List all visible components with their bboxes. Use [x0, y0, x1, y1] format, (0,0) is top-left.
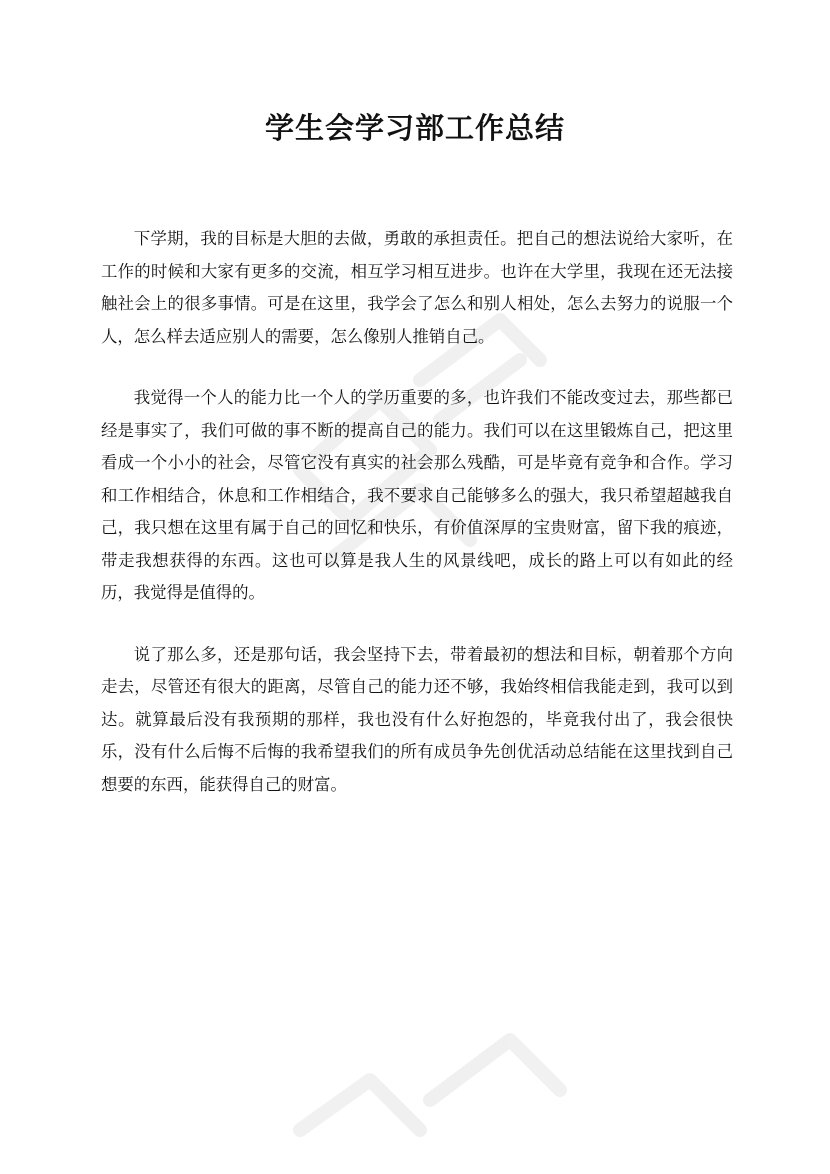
paragraph-1: 下学期，我的目标是大胆的去做，勇敢的承担责任。把自己的想法说给大家听，在工作的时候和大家有更多的交流，相互学习相互进步。也许在大学里，我现在还无法接触社会上的很多事情。可是在这里，我学会了怎么和别人相处，怎么去努力的说服一个人，怎么样去适应别人的需要，怎么像别人推销自己。	[101, 229, 733, 346]
watermark-stroke	[300, 1080, 420, 1130]
document-body	[101, 223, 733, 830]
page-title: 学生会学习部工作总结	[264, 111, 565, 145]
paragraph-3: 说了那么多，还是那句话，我会坚持下去，带着最初的想法和目标，朝着那个方向走去，尽管还有很大的距离，尽管自己的能力还不够，我始终相信我能走到，我可以到达。就算最后没有我预期的那样，我也没有什么好抱怨的，毕竟我付出了，我会很快乐，没有什么后悔不后悔的我希望我们的所有成员争先创优活动总结能在这里找到自己想要的东西，能获得自己的财富。	[101, 644, 733, 794]
watermark-stroke	[430, 1040, 560, 1100]
paragraph-2: 我觉得一个人的能力比一个人的学历重要的多，也许我们不能改变过去，那些都已经是事实了，我们可做的事不断的提高自己的能力。我们可以在这里锻炼自己，把这里看成一个小小的社会，尽管它没有真实的社会那么残酷，可是毕竟有竞争和合作。学习和工作相结合，休息和工作相结合，我不要求自己能够多么的强大，我只希望超越我自己，我只想在这里有属于自己的回忆和快乐，有价值深厚的宝贵财富，留下我的痕迹，带走我想获得的东西。这也可以算是我人生的风景线吧，成长的路上可以有如此的经历，我觉得是值得的。	[101, 388, 733, 602]
